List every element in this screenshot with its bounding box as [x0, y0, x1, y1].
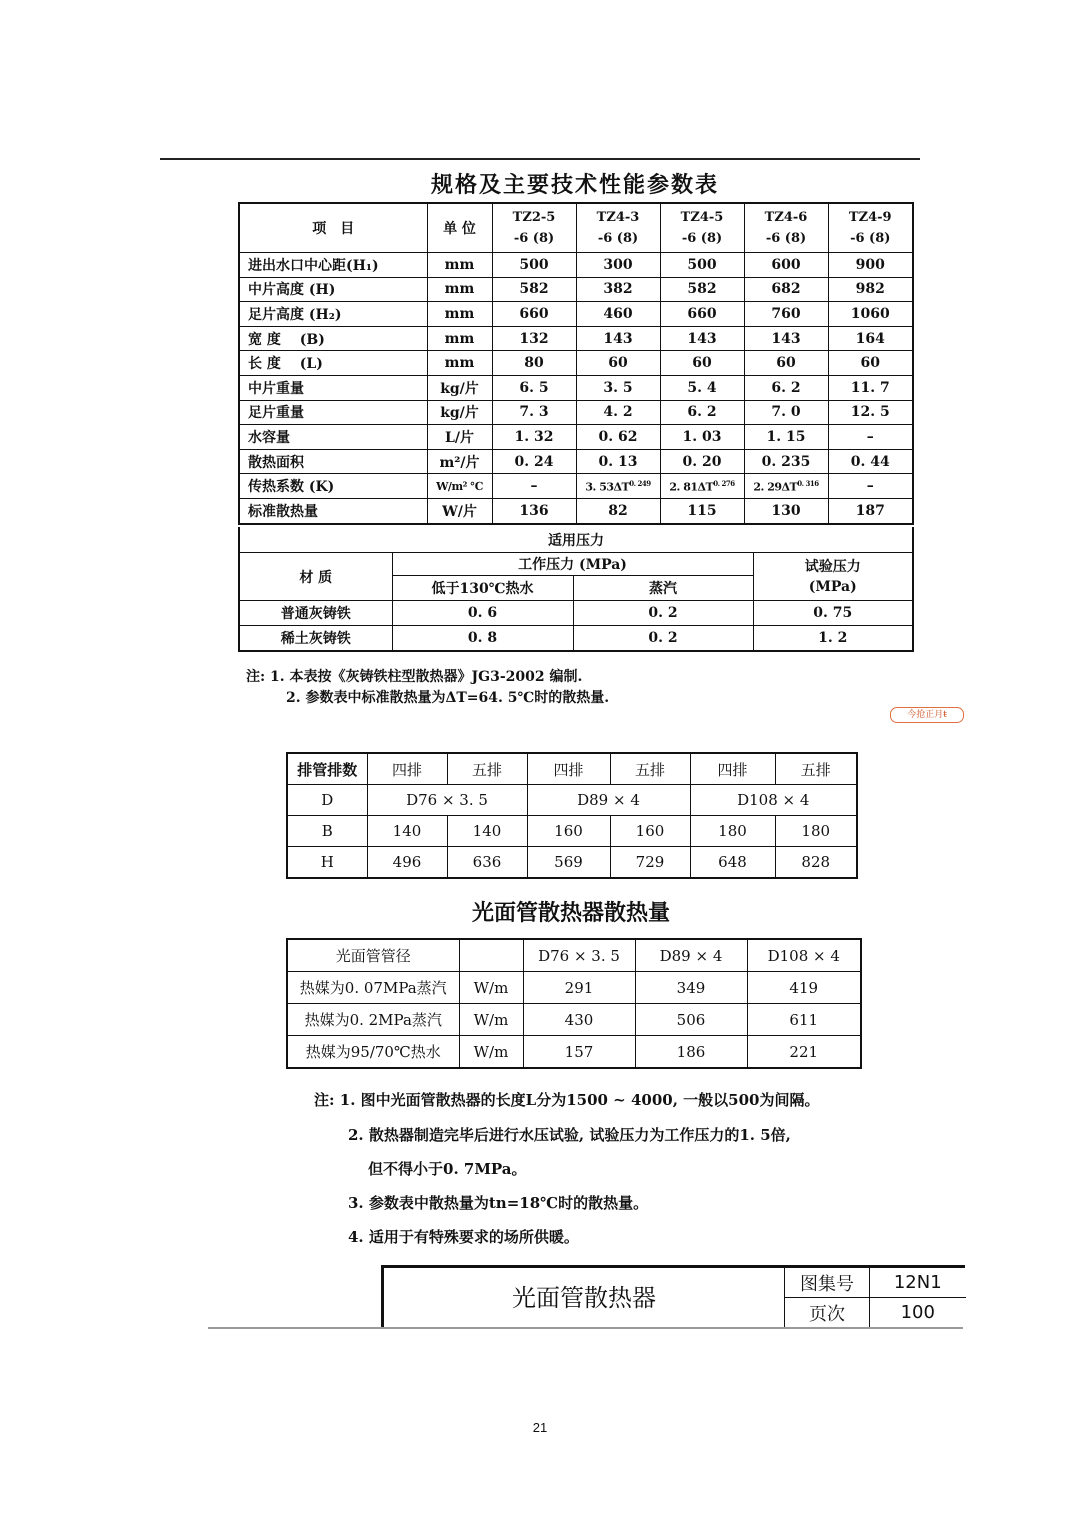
table-row: 足片重量 kg/片 7. 3 4. 2 6. 2 7. 0 12. 5 — [239, 400, 913, 425]
water-header: 低于130℃热水 — [392, 576, 573, 601]
spec-note-2: 2. 参数表中标准散热量为ΔT=64. 5℃时的散热量. — [286, 690, 610, 706]
heat-table-title: 光面管散热器散热量 — [471, 901, 670, 926]
table-row: D D76 × 3. 5 D89 × 4 D108 × 4 — [287, 785, 857, 816]
table-row: 水容量 L/片 1. 32 0. 62 1. 03 1. 15 – — [239, 425, 913, 450]
table-row: 宽 度 (B) mm 132 143 143 143 164 — [239, 326, 913, 351]
spec-header-unit: 单 位 — [427, 203, 492, 253]
atlas-value: 12N1 — [870, 1268, 966, 1298]
table-row: 足片高度 (H₂) mm 660 460 660 760 1060 — [239, 302, 913, 327]
model-header: TZ4-5 -6 (8) — [660, 203, 744, 253]
drawing-name: 光面管散热器 — [512, 1284, 656, 1312]
atlas-label: 图集号 — [785, 1268, 870, 1298]
table-row: 散热面积 m²/片 0. 24 0. 13 0. 20 0. 235 0. 44 — [239, 449, 913, 474]
spec-note-1: 注: 1. 本表按《灰铸铁柱型散热器》JG3-2002 编制. — [246, 669, 583, 685]
table-row: 中片重量 kg/片 6. 5 3. 5 5. 4 6. 2 11. 7 — [239, 375, 913, 400]
table-row: 进出水口中心距(H₁) mm 500 300 500 600 900 — [239, 253, 913, 278]
steam-header: 蒸汽 — [573, 576, 753, 601]
table-row: 热媒为0. 07MPa蒸汽 W/m 291 349 419 — [287, 972, 861, 1004]
table-row: 普通灰铸铁 0. 6 0. 2 0. 75 — [239, 601, 913, 626]
table-row: 稀土灰铸铁 0. 8 0. 2 1. 2 — [239, 626, 913, 652]
k-formula: 3. $53\Delta T^{0. 249}$ — [576, 474, 660, 499]
k-row: 传热系数 (K) W/m² ℃ – 3. $53\Delta T^{0. 249}$ 2. $81\Delta T^{0. 276}$ 2. $29\Delta T^{0. 316}$ – — [239, 474, 913, 499]
k-formula: 2. $29\Delta T^{0. 316}$ — [744, 474, 828, 499]
radiator-note-2-cont: 但不得小于0. 7MPa。 — [368, 1160, 527, 1178]
page-label: 页次 — [785, 1298, 870, 1328]
table-row: 标准散热量 W/片 136 82 115 130 187 — [239, 498, 913, 523]
table-row: 热媒为95/70℃热水 W/m 157 186 221 — [287, 1036, 861, 1069]
model-header: TZ2-5 -6 (8) — [492, 203, 576, 253]
radiator-note-3: 3. 参数表中散热量为tn=18℃时的散热量。 — [348, 1194, 649, 1212]
k-formula: 2. $81\Delta T^{0. 276}$ — [660, 474, 744, 499]
model-header: TZ4-3 -6 (8) — [576, 203, 660, 253]
table-row: 中片高度 (H) mm 582 382 582 682 982 — [239, 277, 913, 302]
spec-header-row — [239, 203, 913, 253]
spec-table-title: 规格及主要技术性能参数表 — [430, 172, 719, 198]
heat-table — [286, 938, 862, 1069]
title-block — [381, 1265, 965, 1328]
page-number: 21 — [532, 1420, 548, 1435]
radiator-note-1: 注: 1. 图中光面管散热器的长度L分为1500 ~ 4000, 一般以500为间隔。 — [314, 1091, 820, 1109]
page-value: 100 — [870, 1298, 966, 1328]
bottom-rule — [208, 1327, 963, 1329]
test-pressure-header: 试验压力 (MPa) — [753, 553, 913, 601]
top-rule — [160, 158, 920, 160]
heat-header: 光面管管径 D76 × 3. 5 D89 × 4 D108 × 4 — [287, 939, 861, 972]
model-header: TZ4-9 -6 (8) — [828, 203, 913, 253]
rows-table — [286, 752, 858, 879]
radiator-note-4: 4. 适用于有特殊要求的场所供暖。 — [348, 1228, 579, 1246]
table-row: H 496 636 569 729 648 828 — [287, 847, 857, 879]
pressure-table — [238, 527, 914, 652]
pressure-section-title: 适用压力 — [239, 527, 913, 553]
table-row: 热媒为0. 2MPa蒸汽 W/m 430 506 611 — [287, 1004, 861, 1036]
title-block-grid — [784, 1268, 966, 1327]
working-pressure-header: 工作压力 (MPa) — [392, 553, 753, 576]
table-row: 长 度 (L) mm 80 60 60 60 60 — [239, 351, 913, 376]
radiator-note-2: 2. 散热器制造完毕后进行水压试验, 试验压力为工作压力的1. 5倍, — [348, 1126, 791, 1144]
stamp-mark: 今抢正月ŧ — [890, 707, 964, 723]
rows-header: 排管排数 四排 五排 四排 五排 四排 五排 — [287, 753, 857, 785]
spec-header-item: 项 目 — [239, 203, 427, 253]
material-header: 材 质 — [239, 553, 392, 601]
model-header: TZ4-6 -6 (8) — [744, 203, 828, 253]
table-row: B 140 140 160 160 180 180 — [287, 816, 857, 847]
spec-table — [238, 202, 914, 525]
